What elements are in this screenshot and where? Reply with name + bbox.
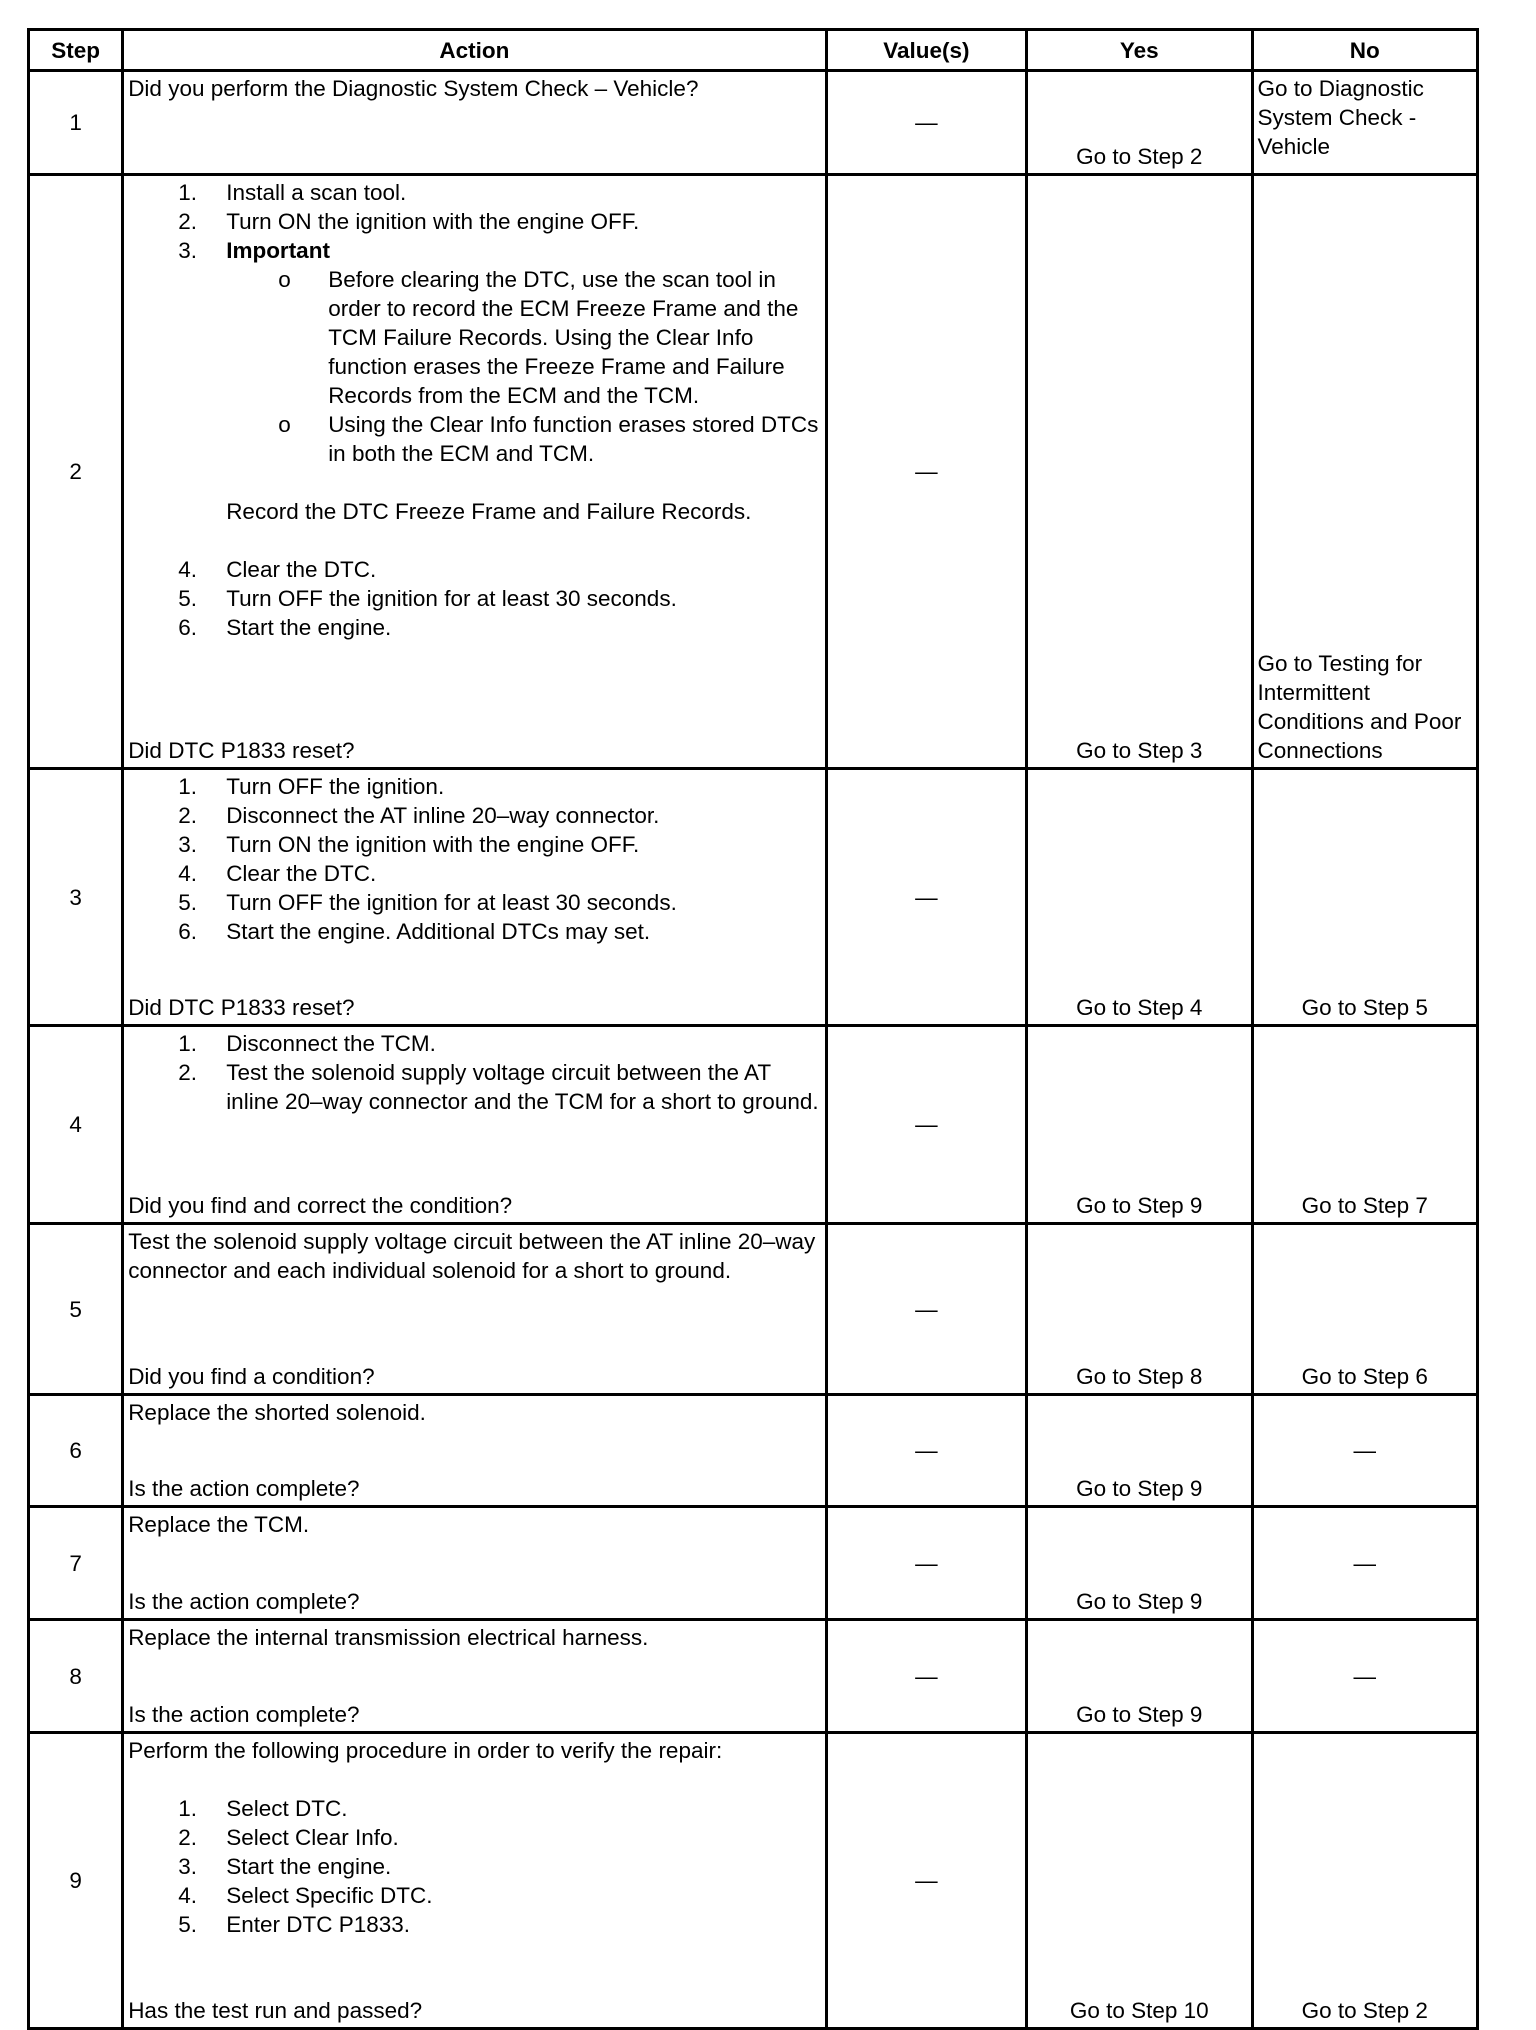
action-content <box>124 770 824 1024</box>
item-text: Select DTC. <box>226 1796 348 1821</box>
action-text: Replace the TCM. <box>128 1512 310 1537</box>
step-number: 6 <box>29 1395 123 1507</box>
list-item <box>128 1881 820 1910</box>
item-text: Clear the DTC. <box>226 557 377 582</box>
action-question: Is the action complete? <box>128 1702 360 1727</box>
table-row <box>29 769 1478 1026</box>
item-text: Disconnect the TCM. <box>226 1031 436 1056</box>
no-link: — <box>1353 1663 1376 1689</box>
item-number: 6. <box>178 919 197 944</box>
item-number: 6. <box>178 615 197 640</box>
spacer <box>1258 772 1473 993</box>
action-text: Perform the following procedure in order to verify the repair: <box>128 1738 723 1763</box>
item-text: Enter DTC P1833. <box>226 1912 411 1937</box>
list-item <box>128 1794 820 1823</box>
action-cell <box>123 1733 826 2029</box>
spacer <box>128 1652 820 1700</box>
action-cell <box>123 769 826 1026</box>
header-no: No <box>1252 30 1478 71</box>
spacer <box>1032 1736 1246 1996</box>
item-number: 4. <box>178 861 197 886</box>
yes-link: Go to Step 9 <box>1076 1589 1203 1614</box>
item-text: Turn OFF the ignition. <box>226 774 445 799</box>
list-item <box>128 1029 820 1058</box>
header-yes: Yes <box>1027 30 1252 71</box>
action-content <box>124 1508 824 1618</box>
item-text: Before clearing the DTC, use the scan tool in order to record the ECM Freeze Frame and the TCM Failure Records. Using the Clear Info function erases the Freeze Frame and Failure Records from the ECM and the TCM. <box>328 267 799 408</box>
no-wrap <box>1254 1547 1477 1580</box>
no-wrap <box>1254 176 1477 767</box>
yes-link: Go to Step 3 <box>1076 738 1203 763</box>
no-link: Go to Step 7 <box>1301 1193 1428 1218</box>
table-row <box>29 71 1478 175</box>
step-number: 7 <box>29 1507 123 1620</box>
no-link: Go to Step 6 <box>1301 1364 1428 1389</box>
item-text: Disconnect the AT inline 20–way connector. <box>226 803 660 828</box>
action-content <box>124 1225 824 1393</box>
yes-link: Go to Step 8 <box>1076 1364 1203 1389</box>
item-text: Select Clear Info. <box>226 1825 399 1850</box>
yes-wrap <box>1028 1621 1250 1731</box>
header-action: Action <box>123 30 826 71</box>
bullet-icon: o <box>278 267 291 292</box>
spacer <box>128 1939 820 1996</box>
yes-wrap <box>1028 1734 1250 2027</box>
yes-cell <box>1027 1733 1252 2029</box>
list-item <box>128 888 820 917</box>
spacer <box>128 1539 820 1587</box>
no-wrap <box>1254 72 1477 173</box>
no-wrap <box>1254 1434 1477 1467</box>
item-number: 2. <box>178 1825 197 1850</box>
action-question: Did DTC P1833 reset? <box>128 995 355 1020</box>
item-number: 2. <box>178 803 197 828</box>
no-link: Go to Step 5 <box>1301 995 1428 1020</box>
list-item <box>128 178 820 207</box>
item-number: 4. <box>178 557 197 582</box>
item-number: 1. <box>178 180 197 205</box>
sub-list-item <box>128 410 820 468</box>
item-number: 2. <box>178 209 197 234</box>
spacer <box>128 946 820 993</box>
list-item <box>128 555 820 584</box>
spacing <box>128 468 820 497</box>
action-text: Did you perform the Diagnostic System Check – Vehicle? <box>128 76 699 101</box>
yes-cell <box>1027 1620 1252 1733</box>
step-number: 9 <box>29 1733 123 2029</box>
item-text: Start the engine. Additional DTCs may set. <box>226 919 651 944</box>
value-cell: — <box>826 1507 1026 1620</box>
no-link: Go to Testing for Intermittent Conditions and Poor Connections <box>1257 651 1462 763</box>
action-question: Is the action complete? <box>128 1476 360 1501</box>
yes-link: Go to Step 9 <box>1076 1702 1203 1727</box>
yes-cell <box>1027 1507 1252 1620</box>
item-text: Using the Clear Info function erases stored DTCs in both the ECM and TCM. <box>328 412 819 466</box>
yes-cell <box>1027 1395 1252 1507</box>
action-content <box>124 1621 824 1731</box>
list-item <box>128 1852 820 1881</box>
item-number: 1. <box>178 1031 197 1056</box>
no-wrap <box>1254 1734 1477 2027</box>
spacer <box>1032 74 1246 142</box>
value-cell: — <box>826 1620 1026 1733</box>
action-cell <box>123 71 826 175</box>
action-question: Is the action complete? <box>128 1589 360 1614</box>
header-values: Value(s) <box>826 30 1026 71</box>
table-row <box>29 1026 1478 1224</box>
item-text: Test the solenoid supply voltage circuit between the AT inline 20–way connector and the TCM for a short to ground. <box>226 1060 819 1114</box>
action-question: Did you find and correct the condition? <box>128 1193 513 1218</box>
spacer <box>1258 178 1473 649</box>
yes-wrap <box>1028 1225 1250 1393</box>
item-number: 5. <box>178 890 197 915</box>
no-wrap <box>1254 1225 1477 1393</box>
spacing <box>128 1765 820 1794</box>
list-item <box>128 207 820 236</box>
yes-wrap <box>1028 176 1250 767</box>
action-note: Record the DTC Freeze Frame and Failure Records. <box>226 499 752 524</box>
item-number: 1. <box>178 1796 197 1821</box>
table-row <box>29 1733 1478 2029</box>
item-number: 3. <box>178 1854 197 1879</box>
spacer <box>128 1427 820 1474</box>
no-link: Go to Step 2 <box>1301 1998 1428 2023</box>
spacing <box>128 526 820 555</box>
yes-cell <box>1027 1224 1252 1395</box>
spacer <box>1032 178 1246 736</box>
no-cell <box>1252 175 1478 769</box>
table-row <box>29 1507 1478 1620</box>
action-cell <box>123 1224 826 1395</box>
action-text: Test the solenoid supply voltage circuit between the AT inline 20–way connector and each individual solenoid for a short to ground. <box>128 1229 816 1283</box>
item-number: 5. <box>178 586 197 611</box>
diagnostic-table <box>27 28 1479 2030</box>
yes-cell <box>1027 71 1252 175</box>
step-number: 3 <box>29 769 123 1026</box>
item-number: 1. <box>178 774 197 799</box>
action-cell <box>123 1620 826 1733</box>
yes-wrap <box>1028 770 1250 1024</box>
yes-wrap <box>1028 1396 1250 1505</box>
table-body <box>29 71 1478 2029</box>
spacer <box>1032 1029 1246 1191</box>
no-cell <box>1252 769 1478 1026</box>
action-content <box>124 176 824 767</box>
list-item <box>128 801 820 830</box>
spacer <box>1258 1029 1473 1191</box>
action-cell <box>123 175 826 769</box>
spacer <box>1258 1227 1473 1362</box>
yes-link: Go to Step 4 <box>1076 995 1203 1020</box>
action-content <box>124 1396 824 1505</box>
action-content <box>124 1027 824 1222</box>
no-link: — <box>1353 1438 1376 1463</box>
yes-cell <box>1027 769 1252 1026</box>
list-item <box>128 584 820 613</box>
item-text: Turn ON the ignition with the engine OFF. <box>226 209 640 234</box>
list-item <box>128 613 820 642</box>
spacer <box>1032 772 1246 993</box>
table-row <box>29 175 1478 769</box>
item-number: 4. <box>178 1883 197 1908</box>
no-link: Go to Diagnostic System Check - Vehicle <box>1257 76 1424 159</box>
value-cell: — <box>826 175 1026 769</box>
action-cell <box>123 1395 826 1507</box>
spacer <box>128 1116 820 1191</box>
action-text: Replace the internal transmission electrical harness. <box>128 1625 649 1650</box>
step-number: 4 <box>29 1026 123 1224</box>
spacer <box>1032 1623 1246 1700</box>
spacer <box>1258 1736 1473 1996</box>
step-number: 1 <box>29 71 123 175</box>
step-number: 8 <box>29 1620 123 1733</box>
list-item <box>128 236 820 265</box>
bullet-icon: o <box>278 412 291 437</box>
yes-link: Go to Step 10 <box>1069 1998 1209 2023</box>
table-row <box>29 1395 1478 1507</box>
list-item <box>128 1910 820 1939</box>
action-text: Replace the shorted solenoid. <box>128 1400 426 1425</box>
yes-link: Go to Step 9 <box>1076 1476 1203 1501</box>
action-question: Has the test run and passed? <box>128 1998 423 2023</box>
item-number: 3. <box>178 832 197 857</box>
no-link: — <box>1353 1550 1376 1576</box>
item-text: Turn OFF the ignition for at least 30 seconds. <box>226 586 677 611</box>
no-cell <box>1252 1395 1478 1507</box>
value-cell: — <box>826 71 1026 175</box>
item-number: 2. <box>178 1060 197 1085</box>
item-text: Clear the DTC. <box>226 861 377 886</box>
value-cell: — <box>826 1224 1026 1395</box>
no-wrap <box>1254 770 1477 1024</box>
item-text: Important <box>226 238 330 263</box>
item-text: Turn OFF the ignition for at least 30 seconds. <box>226 890 677 915</box>
action-cell <box>123 1507 826 1620</box>
spacer <box>1032 1227 1246 1362</box>
action-content <box>124 1734 824 2027</box>
no-cell <box>1252 1026 1478 1224</box>
list-item <box>128 830 820 859</box>
value-cell: — <box>826 769 1026 1026</box>
list-item <box>128 859 820 888</box>
yes-wrap <box>1028 72 1250 173</box>
yes-wrap <box>1028 1508 1250 1618</box>
no-cell <box>1252 71 1478 175</box>
spacer <box>1032 1510 1246 1587</box>
no-cell <box>1252 1733 1478 2029</box>
action-content <box>124 72 824 173</box>
item-text: Start the engine. <box>226 1854 392 1879</box>
spacer <box>128 1285 820 1362</box>
list-item <box>128 772 820 801</box>
item-text: Select Specific DTC. <box>226 1883 433 1908</box>
value-cell: — <box>826 1395 1026 1507</box>
spacer <box>128 642 820 736</box>
list-item <box>128 917 820 946</box>
table-row <box>29 1224 1478 1395</box>
header-row <box>29 30 1478 71</box>
no-wrap <box>1254 1027 1477 1222</box>
table-row <box>29 1620 1478 1733</box>
value-cell: — <box>826 1733 1026 2029</box>
value-cell: — <box>826 1026 1026 1224</box>
header-step: Step <box>29 30 123 71</box>
sub-list-item <box>128 265 820 410</box>
action-question: Did DTC P1833 reset? <box>128 738 355 763</box>
action-cell <box>123 1026 826 1224</box>
spacer <box>1032 1398 1246 1474</box>
step-number: 2 <box>29 175 123 769</box>
no-wrap <box>1254 1660 1477 1693</box>
no-cell <box>1252 1224 1478 1395</box>
action-question: Did you find a condition? <box>128 1364 375 1389</box>
item-number: 5. <box>178 1912 197 1937</box>
yes-link: Go to Step 9 <box>1076 1193 1203 1218</box>
item-text: Turn ON the ignition with the engine OFF. <box>226 832 640 857</box>
list-item <box>128 1823 820 1852</box>
no-cell <box>1252 1620 1478 1733</box>
yes-wrap <box>1028 1027 1250 1222</box>
list-item <box>128 1058 820 1116</box>
yes-cell <box>1027 175 1252 769</box>
yes-link: Go to Step 2 <box>1076 144 1203 169</box>
no-cell <box>1252 1507 1478 1620</box>
item-text: Start the engine. <box>226 615 392 640</box>
item-number: 3. <box>178 238 197 263</box>
item-text: Install a scan tool. <box>226 180 407 205</box>
step-number: 5 <box>29 1224 123 1395</box>
yes-cell <box>1027 1026 1252 1224</box>
